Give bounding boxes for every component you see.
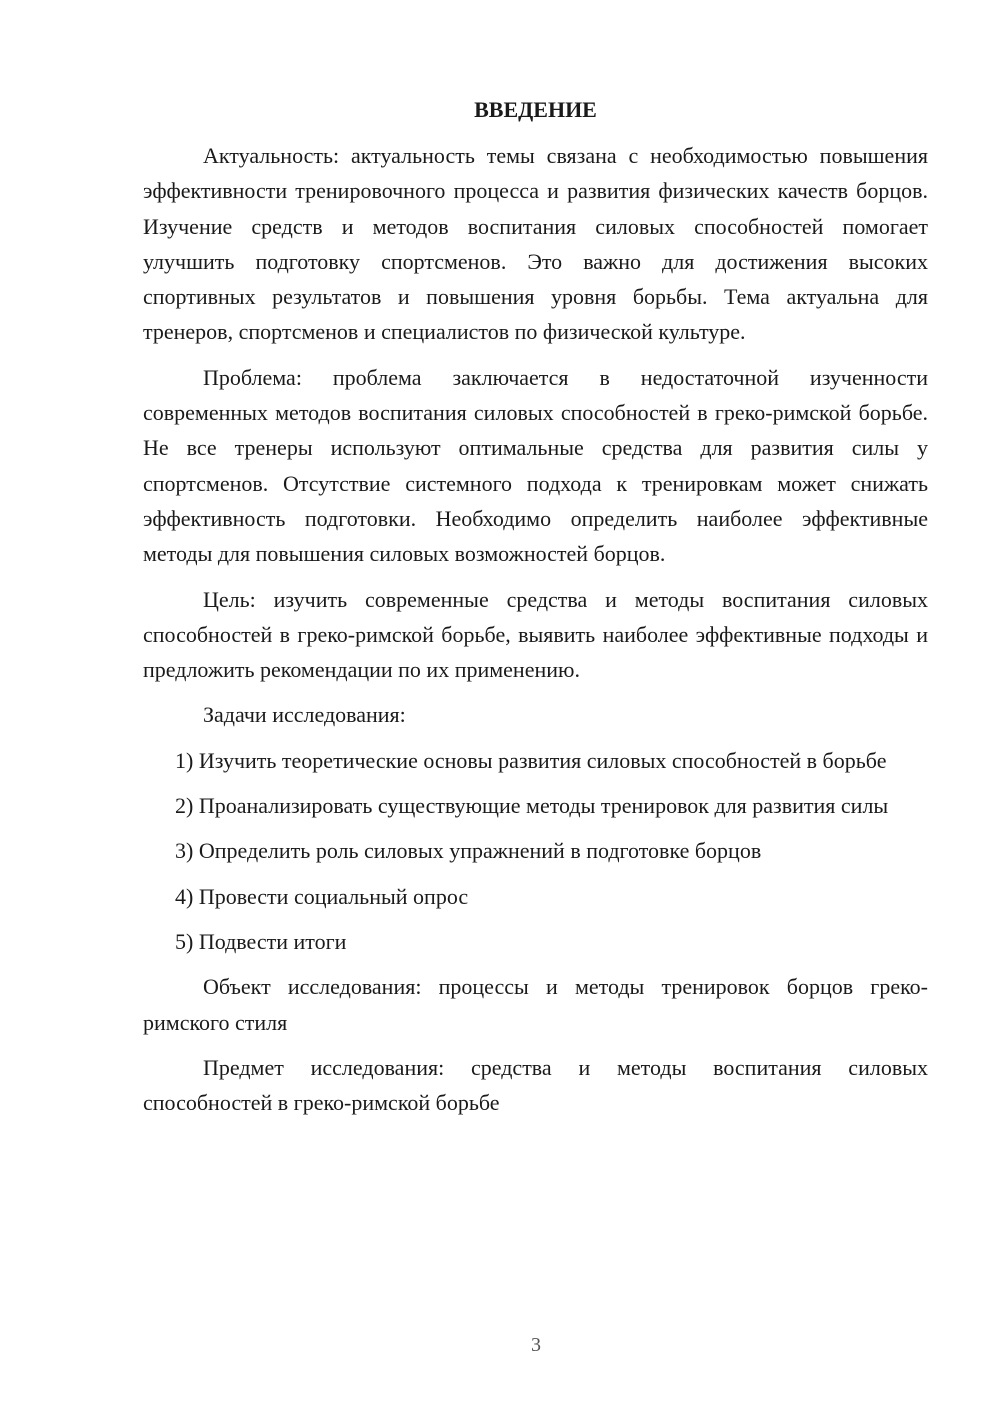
document-page <box>143 94 928 1130</box>
task-item: 4) Провести социальный опрос <box>175 883 469 909</box>
task-item: 3) Определить роль силовых упражнений в подготовке борцов <box>175 838 762 864</box>
task-item: 2) Проанализировать существующие методы тренировок для развития силы <box>175 793 889 819</box>
task-item: 5) Подвести итоги <box>175 928 347 954</box>
page-title: ВВЕДЕНИЕ <box>474 97 597 122</box>
problem-paragraph: Проблема: проблема заключается в недостаточной изученности современных методов воспитания силовых способностей в греко-римской борьбе. Не все тренеры используют оптимальные средства для развития силы у спортсменов. Отсутствие системного подхода к тренировкам может снижать эффективность подготовки. Необходимо определить наиболее эффективные методы для повышения силовых возможностей борцов. <box>143 364 928 567</box>
subject-paragraph: Предмет исследования: средства и методы воспитания силовых способностей в греко-римской борьбе <box>143 1054 928 1116</box>
tasks-heading: Задачи исследования: <box>203 702 406 728</box>
task-item: 1) Изучить теоретические основы развития силовых способностей в борьбе <box>175 747 887 773</box>
relevance-paragraph: Актуальность: актуальность темы связана с необходимостью повышения эффективности тренировочного процесса и развития физических качеств борцов. Изучение средств и методов воспитания силовых способностей помогает улучшить подготовку спортсменов. Это важно для достижения высоких спортивных результатов и повышения уровня борьбы. Тема актуальна для тренеров, спортсменов и специалистов по физической культуре. <box>143 143 928 345</box>
object-paragraph: Объект исследования: процессы и методы тренировок борцов греко-римского стиля <box>143 974 928 1035</box>
page-number: 3 <box>531 1334 541 1356</box>
goal-paragraph: Цель: изучить современные средства и методы воспитания силовых способностей в греко-римской борьбе, выявить наиболее эффективные подходы и предложить рекомендации по их применению. <box>143 586 928 683</box>
